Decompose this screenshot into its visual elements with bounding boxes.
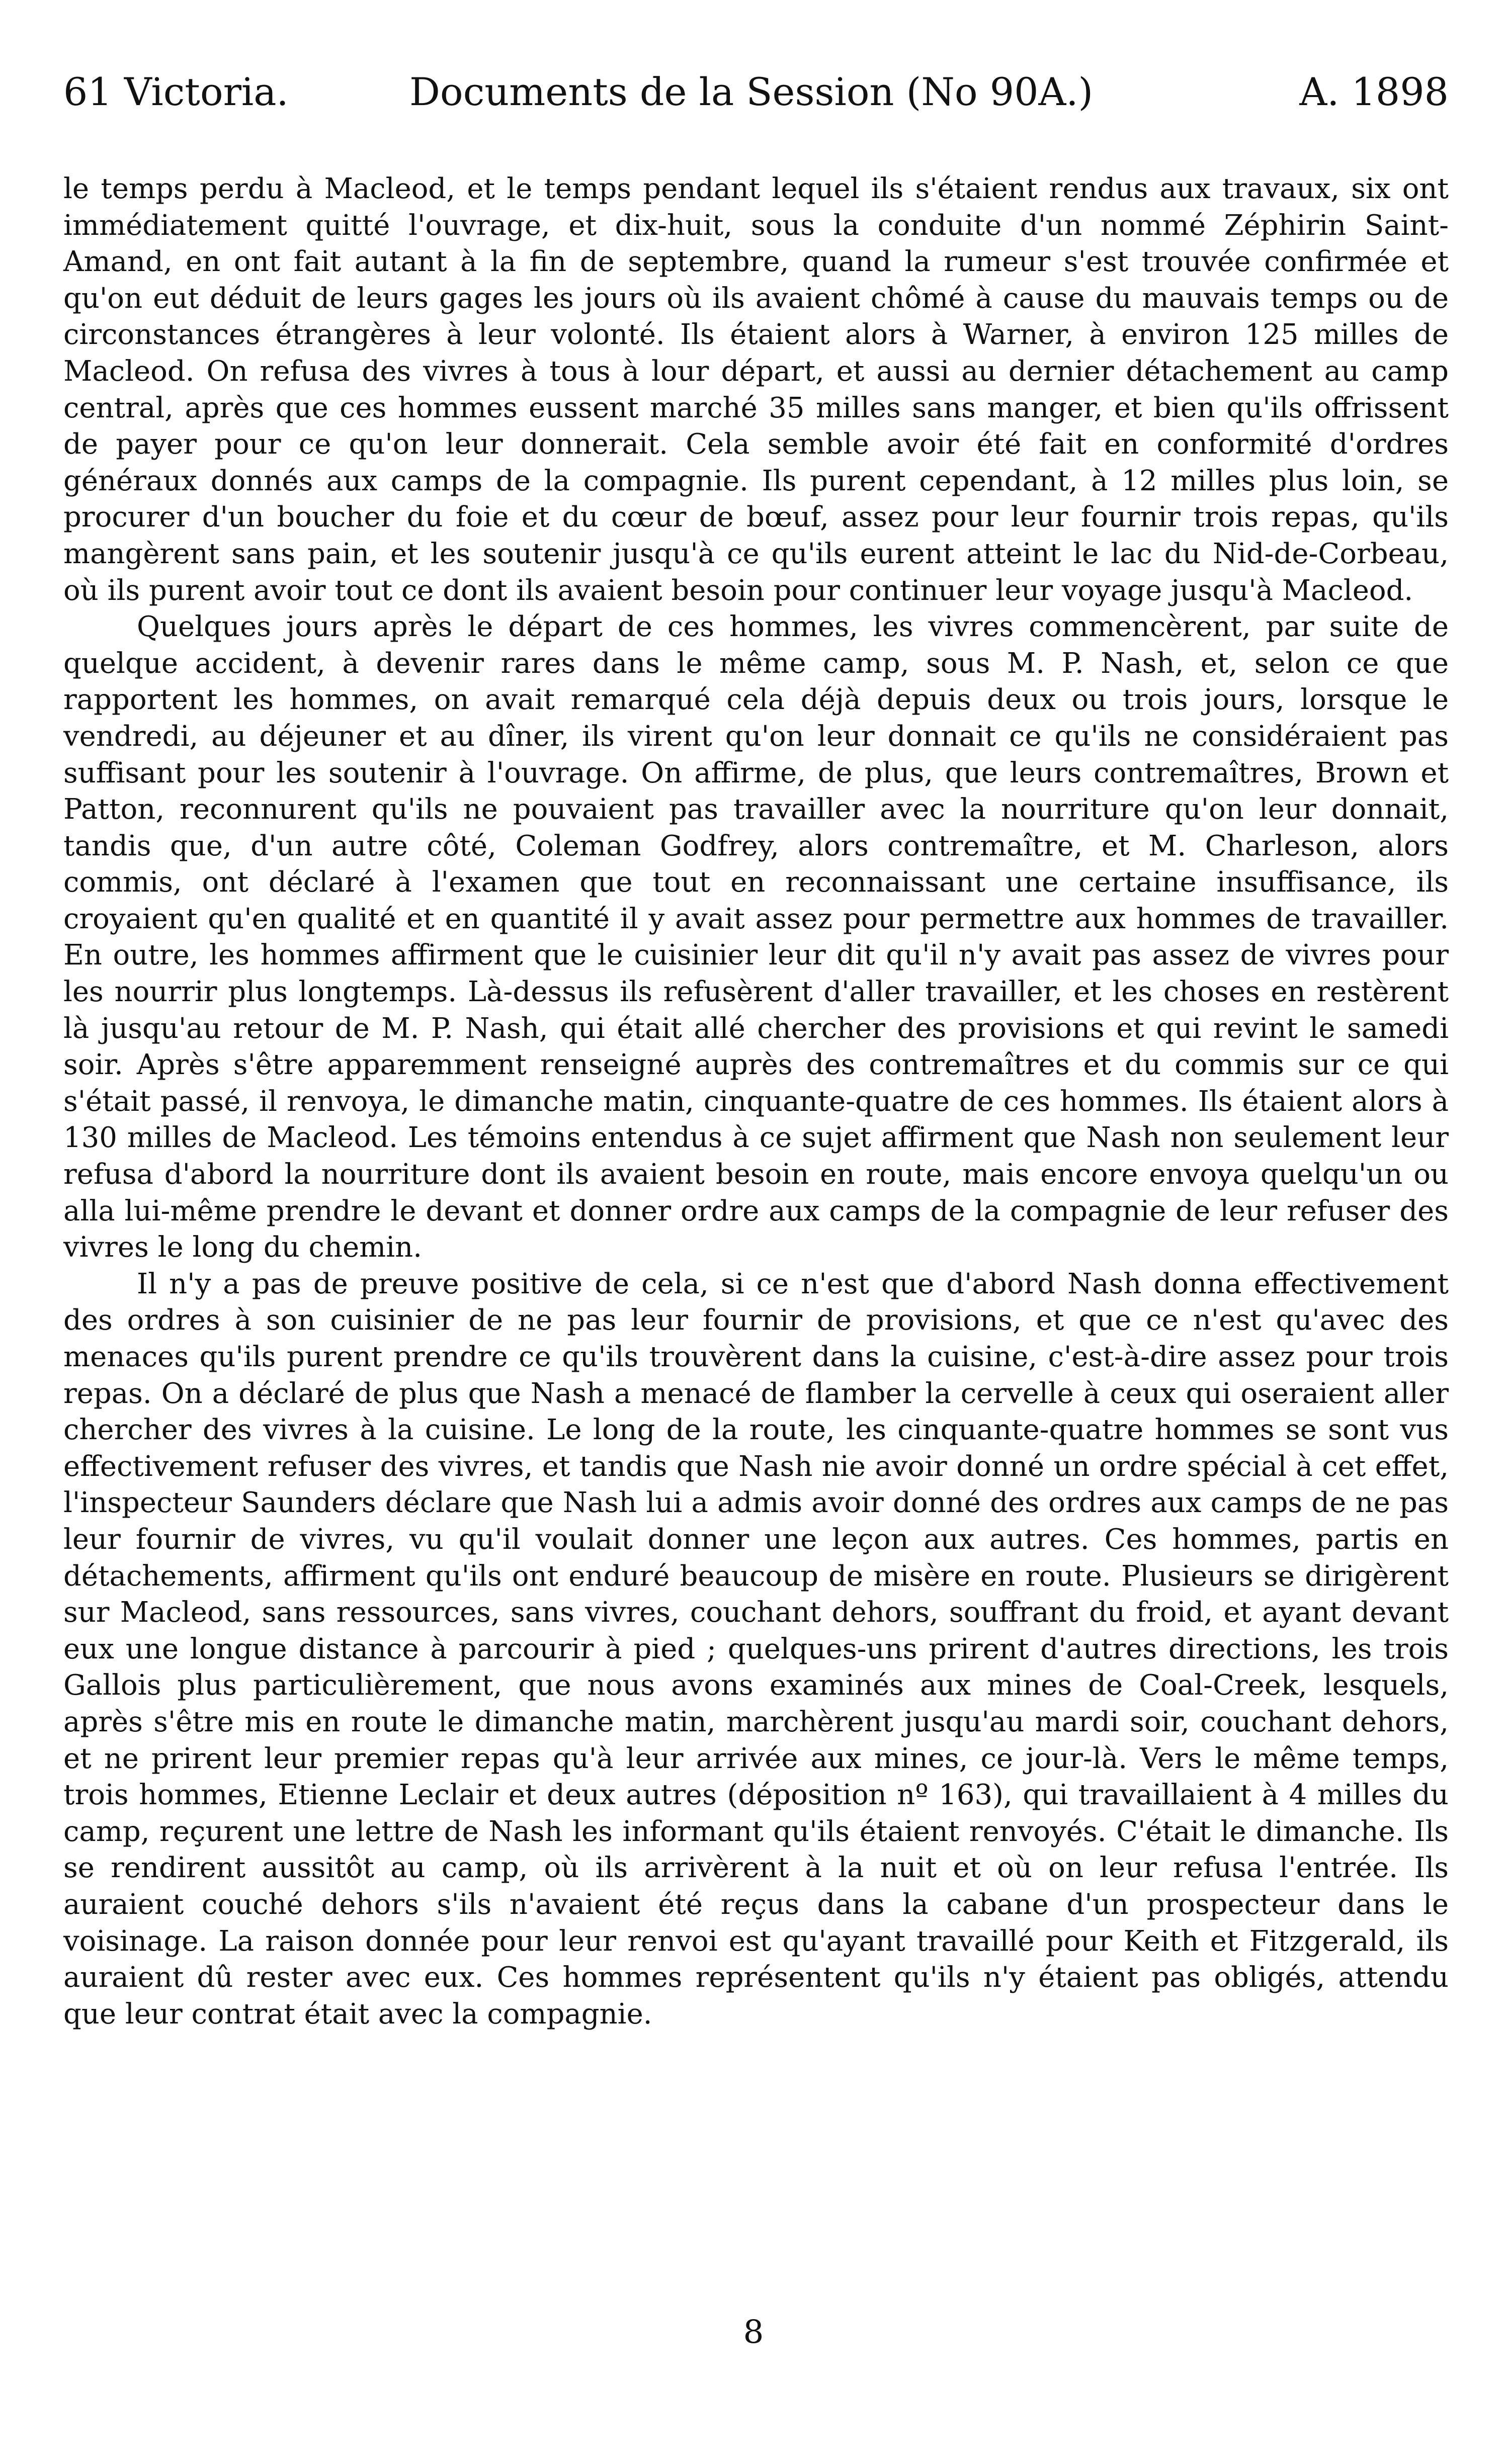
paragraph: Quelques jours après le départ de ces hommes, les vivres commencèrent, par suite de quelque accident, à devenir rares dans le même camp, sous M. P. Nash, et, selon ce que rapportent les hommes, on avait remarqué cela déjà depuis deux ou trois jours, lorsque le vendredi, au déjeuner et au dîner, ils virent qu'on leur donnait ce qu'ils ne considéraient pas suffisant pour les soutenir à l'ouvrage. On affirme, de plus, que leurs contremaîtres, Brown et Patton, reconnurent qu'ils ne pouvaient pas travailler avec la nourriture qu'on leur donnait, tandis que, d'un autre côté, Coleman Godfrey, alors contremaître, et M. Charleson, alors commis, ont déclaré à l'examen que tout en reconnaissant une certaine insuffisance, ils croyaient qu'en qualité et en quantité il y avait assez pour permettre aux hommes de travailler. En outre, les hommes affirment que le cuisinier leur dit qu'il n'y avait pas assez de vivres pour les nourrir plus longtemps. Là-dessus ils refusèrent d'aller travailler, et les choses en restèrent là jusqu'au retour de M. P. Nash, qui était allé chercher des provisions et qui revint le samedi soir. Après s'être apparemment renseigné auprès des contremaîtres et du commis sur ce qui s'était passé, il renvoya, le dimanche matin, cinquante-quatre de ces hommes. Ils étaient alors à 130 milles de Macleod. Les témoins entendus à ce sujet affirment que Nash non seulement leur refusa d'abord la nourriture dont ils avaient besoin en route, mais encore envoya quelqu'un ou alla lui-même prendre le devant et donner ordre aux camps de la compagnie de leur refuser des vivres le long du chemin.	[63, 610, 1449, 1264]
running-header	[63, 64, 1449, 120]
body-text	[63, 171, 1449, 2033]
header-title: Documents de la Session (No 90A.)	[409, 69, 1094, 114]
paragraph-continued: le temps perdu à Macleod, et le temps pendant lequel ils s'étaient rendus aux travaux, six ont immédiatement quitté l'ouvrage, et dix-huit, sous la conduite d'un nommé Zéphirin Saint-Amand, en ont fait autant à la fin de septembre, quand la rumeur s'est trouvée confirmée et qu'on eut déduit de leurs gages les jours où ils avaient chômé à cause du mauvais temps ou de circonstances étrangères à leur volonté. Ils étaient alors à Warner, à environ 125 milles de Macleod. On refusa des vivres à tous à lour départ, et aussi au dernier détachement au camp central, après que ces hommes eussent marché 35 milles sans manger, et bien qu'ils offrissent de payer pour ce qu'on leur donnerait. Cela semble avoir été fait en conformité d'ordres généraux donnés aux camps de la compagnie. Ils purent cependant, à 12 milles plus loin, se procurer d'un boucher du foie et du cœur de bœuf, assez pour leur fournir trois repas, qu'ils mangèrent sans pain, et les soutenir jusqu'à ce qu'ils eurent atteint le lac du Nid-de-Corbeau, où ils purent avoir tout ce dont ils avaient besoin pour continuer leur voyage jusqu'à Macleod.	[63, 172, 1449, 607]
header-right: A. 1898	[1299, 69, 1449, 114]
paragraph: Il n'y a pas de preuve positive de cela, si ce n'est que d'abord Nash donna effectivement des ordres à son cuisinier de ne pas leur fournir de provisions, et que ce n'est qu'avec des menaces qu'ils purent prendre ce qu'ils trouvèrent dans la cuisine, c'est-à-dire assez pour trois repas. On a déclaré de plus que Nash a menacé de flamber la cervelle à ceux qui oseraient aller chercher des vivres à la cuisine. Le long de la route, les cinquante-quatre hommes se sont vus effectivement refuser des vivres, et tandis que Nash nie avoir donné un ordre spécial à cet effet, l'inspecteur Saunders déclare que Nash lui a admis avoir donné des ordres aux camps de ne pas leur fournir de vivres, vu qu'il voulait donner une leçon aux autres. Ces hommes, partis en détachements, affirment qu'ils ont enduré beaucoup de misère en route. Plusieurs se dirigèrent sur Macleod, sans ressources, sans vivres, couchant dehors, souffrant du froid, et ayant devant eux une longue distance à parcourir à pied ; quelques-uns prirent d'autres directions, les trois Gallois plus particulièrement, que nous avons examinés aux mines de Coal-Creek, lesquels, après s'être mis en route le dimanche matin, marchèrent jusqu'au mardi soir, couchant dehors, et ne prirent leur premier repas qu'à leur arrivée aux mines, ce jour-là. Vers le même temps, trois hommes, Etienne Leclair et deux autres (déposition nº 163), qui travaillaient à 4 milles du camp, reçurent une lettre de Nash les informant qu'ils étaient renvoyés. C'était le dimanche. Ils se rendirent aussitôt au camp, où ils arrivèrent à la nuit et où on leur refusa l'entrée. Ils auraient couché dehors s'ils n'avaient été reçus dans la cabane d'un prospecteur dans le voisinage. La raison donnée pour leur renvoi est qu'ayant travaillé pour Keith et Fitzgerald, ils auraient dû rester avec eux. Ces hommes représentent qu'ils n'y étaient pas obligés, attendu que leur contrat était avec la compagnie.	[63, 1267, 1449, 2031]
page-number: 8	[743, 2314, 764, 2351]
header-left: 61 Victoria.	[63, 69, 289, 114]
